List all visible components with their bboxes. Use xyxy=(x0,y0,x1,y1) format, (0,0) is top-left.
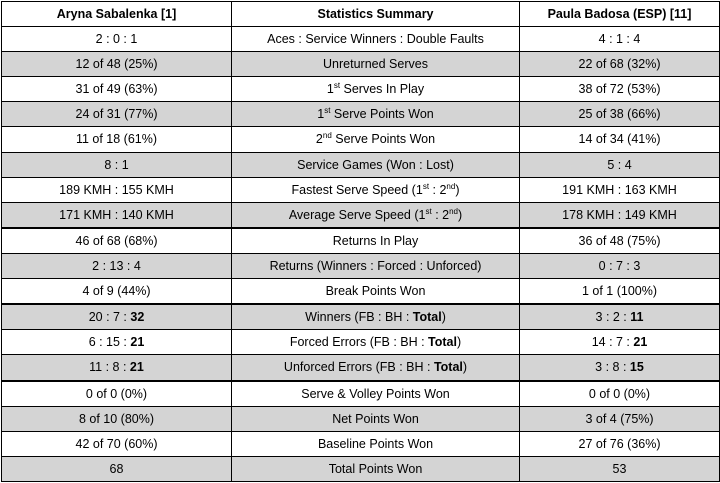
stat-label: Aces : Service Winners : Double Faults xyxy=(232,27,520,52)
left-value: 31 of 49 (63%) xyxy=(2,77,232,102)
stat-label xyxy=(232,127,520,152)
player-left-name: Aryna Sabalenka [1] xyxy=(2,2,232,27)
right-value: 3 of 4 (75%) xyxy=(520,406,720,431)
table-row xyxy=(2,77,720,102)
table-row xyxy=(2,127,720,152)
right-value: 25 of 38 (66%) xyxy=(520,102,720,127)
left-value: 8 of 10 (80%) xyxy=(2,406,232,431)
table-row xyxy=(2,330,720,355)
value-total: 21 xyxy=(633,335,648,350)
table-row xyxy=(2,406,720,431)
label-part: Serve Points Won xyxy=(331,132,436,147)
right-value: 178 KMH : 149 KMH xyxy=(520,202,720,228)
table-title: Statistics Summary xyxy=(232,2,520,27)
stat-label: Net Points Won xyxy=(232,406,520,431)
right-value: 1 of 1 (100%) xyxy=(520,279,720,305)
stat-label xyxy=(232,330,520,355)
value-part: 3 : 2 : xyxy=(595,310,631,325)
label-part: : 2 xyxy=(429,182,447,197)
value-total: 15 xyxy=(629,360,644,375)
label-total: Total xyxy=(428,335,457,350)
label-superscript: nd xyxy=(449,206,458,216)
label-superscript: nd xyxy=(322,131,332,141)
stat-label: Serve & Volley Points Won xyxy=(232,381,520,407)
value-part: 6 : 15 : xyxy=(88,335,131,350)
stat-label: Total Points Won xyxy=(232,456,520,481)
value-part: 3 : 8 : xyxy=(595,360,630,375)
table-row xyxy=(2,381,720,407)
left-value: 189 KMH : 155 KMH xyxy=(2,177,232,202)
left-value: 68 xyxy=(2,456,232,481)
left-value: 171 KMH : 140 KMH xyxy=(2,202,232,228)
label-part: : 2 xyxy=(431,207,450,222)
label-part: Winners (FB : BH : xyxy=(305,310,413,325)
table-row xyxy=(2,202,720,228)
right-value: 14 of 34 (41%) xyxy=(520,127,720,152)
statistics-table xyxy=(1,1,720,482)
label-part: Unforced Errors (FB : BH : xyxy=(283,360,434,375)
right-value: 36 of 48 (75%) xyxy=(520,228,720,254)
label-part: ) xyxy=(456,335,462,350)
right-value xyxy=(520,304,720,330)
label-part: ) xyxy=(458,207,463,222)
label-superscript: nd xyxy=(446,181,456,191)
player-right-name: Paula Badosa (ESP) [11] xyxy=(520,2,720,27)
table-row xyxy=(2,52,720,77)
value-total: 32 xyxy=(130,310,145,325)
value-total: 21 xyxy=(130,335,145,350)
table-row xyxy=(2,304,720,330)
label-part: 1 xyxy=(317,107,325,122)
table-row xyxy=(2,152,720,177)
stat-label: Service Games (Won : Lost) xyxy=(232,152,520,177)
right-value: 4 : 1 : 4 xyxy=(520,27,720,52)
left-value: 24 of 31 (77%) xyxy=(2,102,232,127)
right-value xyxy=(520,330,720,355)
stat-label: Baseline Points Won xyxy=(232,431,520,456)
table-row xyxy=(2,279,720,305)
value-total: 21 xyxy=(129,360,144,375)
header-row xyxy=(2,2,720,27)
label-part: ) xyxy=(441,310,446,325)
value-part: 14 : 7 : xyxy=(591,335,634,350)
right-value xyxy=(520,355,720,381)
stat-label xyxy=(232,202,520,228)
label-part: Average Serve Speed (1 xyxy=(288,207,426,222)
label-part: Fastest Serve Speed (1 xyxy=(291,182,423,197)
right-value: 5 : 4 xyxy=(520,152,720,177)
label-superscript: st xyxy=(425,206,432,216)
left-value: 46 of 68 (68%) xyxy=(2,228,232,254)
left-value: 0 of 0 (0%) xyxy=(2,381,232,407)
left-value: 42 of 70 (60%) xyxy=(2,431,232,456)
label-part: 2 xyxy=(315,132,323,147)
right-value: 38 of 72 (53%) xyxy=(520,77,720,102)
label-total: Total xyxy=(412,310,442,325)
table-row xyxy=(2,355,720,381)
value-part: 20 : 7 : xyxy=(88,310,131,325)
value-part: 11 : 8 : xyxy=(89,360,130,375)
label-superscript: st xyxy=(422,181,430,191)
stat-label xyxy=(232,77,520,102)
right-value: 53 xyxy=(520,456,720,481)
table-row xyxy=(2,177,720,202)
label-part: Serve Points Won xyxy=(330,107,434,122)
stat-label xyxy=(232,177,520,202)
left-value: 11 of 18 (61%) xyxy=(2,127,232,152)
stat-label xyxy=(232,355,520,381)
right-value: 0 of 0 (0%) xyxy=(520,381,720,407)
stat-label: Unreturned Serves xyxy=(232,52,520,77)
left-value xyxy=(2,355,232,381)
table-row xyxy=(2,253,720,278)
left-value: 12 of 48 (25%) xyxy=(2,52,232,77)
label-part: ) xyxy=(455,182,460,197)
label-part: Serves In Play xyxy=(340,82,425,97)
label-superscript: st xyxy=(324,106,331,116)
right-value: 191 KMH : 163 KMH xyxy=(520,177,720,202)
left-value xyxy=(2,330,232,355)
table-row xyxy=(2,27,720,52)
left-value: 4 of 9 (44%) xyxy=(2,279,232,305)
value-total: 11 xyxy=(630,310,644,325)
table-row xyxy=(2,456,720,481)
right-value: 22 of 68 (32%) xyxy=(520,52,720,77)
table-row xyxy=(2,102,720,127)
right-value: 27 of 76 (36%) xyxy=(520,431,720,456)
stat-label: Returns (Winners : Forced : Unforced) xyxy=(232,253,520,278)
stat-label xyxy=(232,102,520,127)
table-row xyxy=(2,431,720,456)
label-total: Total xyxy=(433,360,463,375)
left-value: 2 : 13 : 4 xyxy=(2,253,232,278)
left-value: 2 : 0 : 1 xyxy=(2,27,232,52)
left-value: 8 : 1 xyxy=(2,152,232,177)
stat-label: Break Points Won xyxy=(232,279,520,305)
left-value xyxy=(2,304,232,330)
label-part: 1 xyxy=(326,82,334,97)
label-superscript: st xyxy=(333,81,341,91)
table-row xyxy=(2,228,720,254)
stat-label xyxy=(232,304,520,330)
label-part: ) xyxy=(462,360,468,375)
label-part: Forced Errors (FB : BH : xyxy=(289,335,429,350)
stat-label: Returns In Play xyxy=(232,228,520,254)
right-value: 0 : 7 : 3 xyxy=(520,253,720,278)
